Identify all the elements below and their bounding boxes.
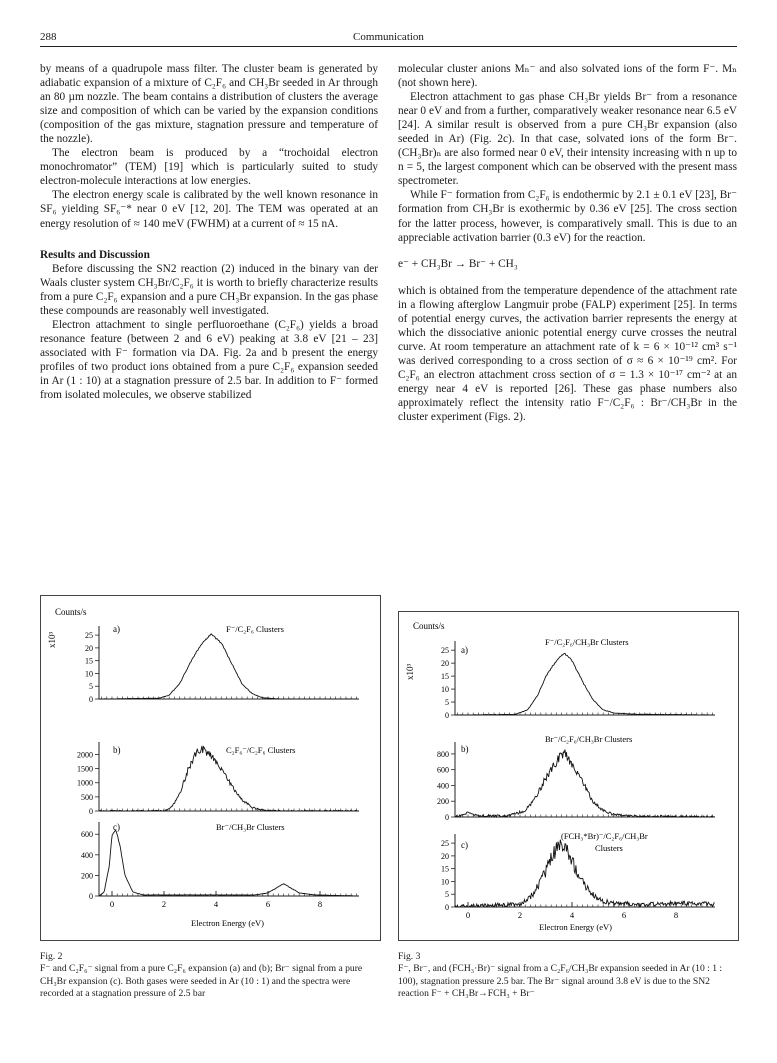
y-tick-label: 0 — [89, 695, 93, 704]
x-axis-label: Electron Energy (eV) — [539, 922, 613, 932]
x-tick-label: 2 — [161, 899, 167, 909]
y-tick-label: 0 — [89, 892, 93, 901]
y-tick-label: 1000 — [77, 778, 93, 788]
figure-2 — [40, 595, 381, 941]
paragraph: by means of a quadrupole mass filter. The cluster beam is generated by adiabatic expansion of a mixture of C₂F₆ and CH₃Br seeded in Ar through an 80 µm nozzle. The beam contains a distribution of clusters the average size and composition of which can be varied by the expansion conditions (composition of the gas mixture, stagnation pressure and temperature of the nozzle). — [40, 63, 378, 146]
series-line — [99, 830, 359, 896]
panel-c-label-1: (FCH₃*Br)⁻/C₂F₆/CH₃Br — [561, 831, 648, 841]
paragraph: which is obtained from the temperature dependence of the attachment rate in a flowing afterglow Langmuir probe (FALP) experiment [25]. In terms of potential energy curves, the activation barrier represents the energy at which the dissociative anionic potential energy curve crosses the neutral curve. At room temperature an attachment rate of k = 6 × 10⁻¹² cm³ s⁻¹ was derived corresponding to a cross section of σ ≈ 6 × 10⁻¹⁹ cm². For C₂F₆ an electron attachment cross section of σ = 1.3 × 10⁻¹⁷ cm⁻² at an energy near 4 eV is reported [26]. These gas phase numbers also approximately reflect the intensity ratio F⁻/C₂F₆ : Br⁻/CH₃Br in the cluster experiment (Figs. 2). — [398, 284, 737, 424]
panel-c-label-2: Clusters — [595, 843, 623, 853]
section-heading: Results and Discussion — [40, 248, 150, 261]
y-tick-label: 600 — [81, 830, 93, 840]
x-tick-label: 6 — [265, 899, 271, 909]
y-tick-label: 15 — [441, 672, 449, 682]
series-line — [455, 653, 715, 715]
panel-c-label: Br⁻/CH₃Br Clusters — [216, 822, 285, 832]
y-tick-label: 200 — [437, 797, 449, 807]
y-tick-label: 2000 — [77, 750, 93, 760]
x-tick-label: 0 — [465, 910, 471, 920]
panel-b-tag: b) — [461, 744, 469, 754]
x-tick-label: 4 — [213, 899, 219, 909]
figure-3-chart — [399, 612, 738, 940]
running-header — [40, 30, 737, 47]
caption-text: F⁻ and C₂F₆⁻ signal from a pure C₂F₆ expansion (a) and (b); Br⁻ signal from a pure CH₃Br expansion (c). Both gases were seeded in Ar (10 : 1) and the spectra were recorded at a stagnation pressure of 2.5 bar — [40, 963, 363, 1000]
x-tick-label: 2 — [517, 910, 523, 920]
y-tick-label: 10 — [441, 685, 449, 695]
y-tick-label: 600 — [437, 765, 449, 775]
series-line — [99, 746, 359, 811]
panel-a-tag: a) — [113, 624, 120, 634]
panel-c-tag: c) — [461, 840, 468, 850]
paragraph: The electron beam is produced by a “trochoidal electron monochromator” (TEM) [19] which is particularly suited to study electron-molecule interactions at low energies. — [40, 147, 378, 188]
y-tick-label: 5 — [445, 698, 449, 708]
y-tick-label: 5 — [445, 890, 449, 900]
running-title: Communication — [353, 31, 424, 43]
caption-label: Fig. 2 — [40, 951, 63, 962]
y-tick-label: 25 — [441, 646, 449, 656]
x10-label: x10³ — [47, 631, 57, 648]
y-tick-label: 0 — [445, 813, 449, 822]
paragraph: While F⁻ formation from C₂F₆ is endothermic by 2.1 ± 0.1 eV [23], Br⁻ formation from CH₃Br is exothermic by 0.36 eV [25]. The cross section for the latter process, however, is comparatively small. This is due to an appreciable activation barrier (0.3 eV) for the reaction. — [398, 189, 737, 244]
x10-label: x10³ — [405, 663, 415, 680]
panel-b-label: C₂F₆⁻/C₂F₆ Clusters — [226, 745, 296, 755]
y-tick-label: 0 — [445, 903, 449, 912]
page-number: 288 — [40, 31, 57, 43]
y-tick-label: 25 — [441, 839, 449, 849]
counts-label: Counts/s — [413, 621, 445, 631]
panel-a-label: F⁻/C₂F₆ Clusters — [226, 624, 284, 634]
y-tick-label: 20 — [441, 851, 449, 861]
y-tick-label: 10 — [85, 669, 93, 679]
panel-c-tag: c) — [113, 822, 120, 832]
y-tick-label: 20 — [85, 643, 93, 653]
y-tick-label: 0 — [89, 807, 93, 816]
y-tick-label: 1500 — [77, 764, 93, 774]
paragraph: Electron attachment to gas phase CH₃Br yields Br⁻ from a resonance near 0 eV and from a further, comparatively weaker resonance near 6.5 eV [24]. A similar result is observed from a pure CH₃Br expansion (also seeded in Ar) (Fig. 2c). In that case, solvated ions of the form Br⁻. (CH₃Br)ₙ are also formed near 0 eV, their intensity increasing with n up to n = 5, the largest component which can be observed with the present mass spectrometer. — [398, 91, 737, 188]
caption-text: F⁻, Br⁻, and (FCH₃·Br)⁻ signal from a C₂F₆/CH₃Br expansion seeded in Ar (10 : 1 : 100), stagnation pressure 2.5 bar. The Br⁻ signal around 3.8 eV is due to the SN2 reaction F⁻ + CH₃Br→FCH₃ + Br⁻ — [398, 963, 723, 1000]
x-tick-label: 8 — [317, 899, 323, 909]
panel-a-label: F⁻/C₂F₆/CH₃Br Clusters — [545, 637, 629, 647]
y-tick-label: 5 — [89, 682, 93, 692]
x-tick-label: 0 — [109, 899, 115, 909]
y-tick-label: 400 — [81, 850, 93, 860]
y-tick-label: 15 — [85, 656, 93, 666]
figure-2-caption — [40, 951, 379, 1001]
figure-3 — [398, 611, 739, 941]
panel-b-tag: b) — [113, 745, 121, 755]
paragraph: molecular cluster anions Mₙ⁻ and also solvated ions of the form F⁻. Mₙ (not shown here). — [398, 63, 737, 90]
paragraph: Before discussing the SN2 reaction (2) induced in the binary van der Waals cluster system CH₃Br/C₂F₆ it is worth to briefly characterize results from a pure C₂F₆ expansion and a pure CH₃Br expansion. In the gas phase these compounds are reasonably well investigated. — [40, 262, 378, 317]
y-tick-label: 20 — [441, 659, 449, 669]
x-tick-label: 4 — [569, 910, 575, 920]
panel-a-tag: a) — [461, 645, 468, 655]
y-tick-label: 25 — [85, 631, 93, 641]
x-tick-label: 6 — [621, 910, 627, 920]
paragraph: The electron energy scale is calibrated by the well known resonance in SF₆ yielding SF₆⁻* near 0 eV [12, 20]. The TEM was operated at an energy resolution of ≈ 140 meV (FWHM) at a current of ≈ 15 nA. — [40, 189, 378, 230]
right-column — [398, 62, 737, 424]
y-tick-label: 500 — [81, 792, 93, 802]
reaction-equation: e⁻ + CH₃Br → Br⁻ + CH₃ — [398, 257, 518, 270]
y-tick-label: 10 — [441, 877, 449, 887]
caption-label: Fig. 3 — [398, 951, 421, 962]
y-tick-label: 15 — [441, 864, 449, 874]
y-tick-label: 200 — [81, 871, 93, 881]
paragraph: Electron attachment to single perfluoroethane (C₂F₆) yields a broad resonance feature (between 2 and 6 eV) peaking at 3.8 eV [21 – 23] associated with F⁻ formation via DA. Fig. 2a and b present the energy profiles of two product ions obtained from a pure C₂F₆ expansion seeded in Ar (1 : 10) at a stagnation pressure of 2.5 bar. In addition to F⁻ formed from isolated molecules, we observe stabilized — [40, 318, 378, 402]
series-line — [455, 840, 715, 907]
y-tick-label: 800 — [437, 749, 449, 759]
panel-b-label: Br⁻/C₂F₆/CH₃Br Clusters — [545, 734, 633, 744]
x-tick-label: 8 — [673, 910, 679, 920]
series-line — [455, 750, 715, 818]
series-line — [99, 634, 359, 699]
counts-label: Counts/s — [55, 607, 87, 617]
y-tick-label: 400 — [437, 781, 449, 791]
y-tick-label: 0 — [445, 711, 449, 720]
figure-3-caption — [398, 951, 737, 1001]
figure-2-chart — [41, 596, 380, 940]
x-axis-label: Electron Energy (eV) — [191, 918, 265, 928]
left-column — [40, 62, 378, 402]
